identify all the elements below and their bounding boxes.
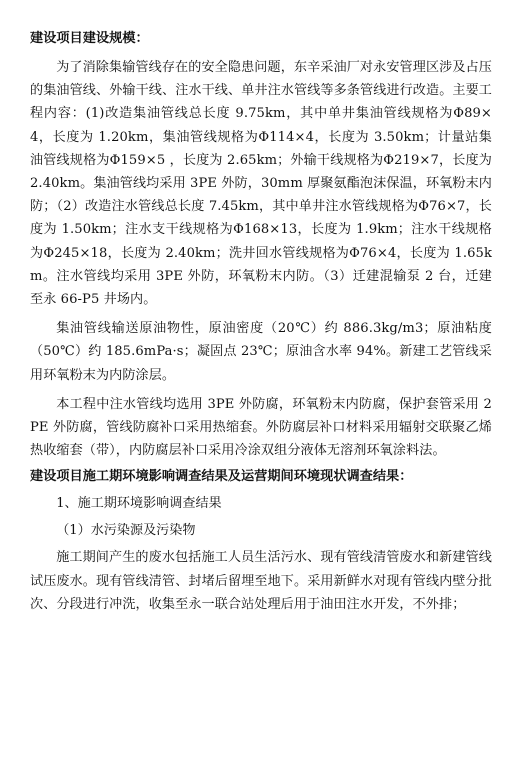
paragraph-construction-scale: 为了消除集输管线存在的安全隐患问题，东辛采油厂对永安管理区涉及占压的集油管线、外输干线、注水干线、单井注水管线等多条管线进行改造。主要工程内容：(1)改造集油管线总长度 9.75km，其中单井集油管线规格为Φ89×4，长度为 1.20km，集油管线规格为Φ114×4，长度为 3.50km；计量站集油管线规格为Φ159×5 ，长度为 2.65km；外输干线规格为Φ219×7，长度为 2.40km。集油管线均采用 3PE 外防，30mm 厚聚氨酯泡沫保温，环氧粉末内防；（2）改造注水管线总长度 7.45km，其中单井注水管线规格为Φ76×7，长度为 1.50km；注水支干线规格为Φ168×13，长度为 1.9km；注水干线规格为Φ245×18，长度为 2.40km；洗井回水管线规格为Φ76×4，长度为 1.65km。注水管线均采用 3PE 外防，环氧粉末内防。（3）迁建混输泵 2 台，迁建至永 66-P5 井场内。 [30, 60, 492, 308]
list-item-construction-period: 1、施工期环境影响调查结果 [56, 496, 222, 512]
section-heading-environmental-survey: 建设项目施工期环境影响调查结果及运营期间环境现状调查结果： [30, 469, 413, 485]
section-heading-construction-scale: 建设项目建设规模： [30, 31, 149, 46]
document-page [30, 28, 492, 616]
paragraph-wastewater: 施工期间产生的废水包括施工人员生活污水、现有管线清管废水和新建管线试压废水。现有管线清管、封堵后留埋至地下。采用新鲜水对现有管线内壁分批次、分段进行冲洗，收集至永一联合站处理后用于油田注水开发，不外排； [30, 550, 492, 612]
list-item-water-pollution: （1）水污染源及污染物 [56, 523, 196, 539]
paragraph-oil-properties: 集油管线输送原油物性，原油密度（20℃）约 886.3kg/m3；原油粘度（50℃）约 185.6mPa·s；凝固点 23℃；原油含水率 94%。新建工艺管线采用环氧粉末为内防涂层。 [30, 321, 492, 383]
paragraph-anticorrosion: 本工程中注水管线均选用 3PE 外防腐，环氧粉末内防腐，保护套管采用 2PE 外防腐，管线防腐补口采用热缩套。外防腐层补口材料采用辐射交联聚乙烯热收缩套（带），内防腐层补口采用冷涂双组分液体无溶剂环氧涂料法。 [30, 396, 492, 459]
